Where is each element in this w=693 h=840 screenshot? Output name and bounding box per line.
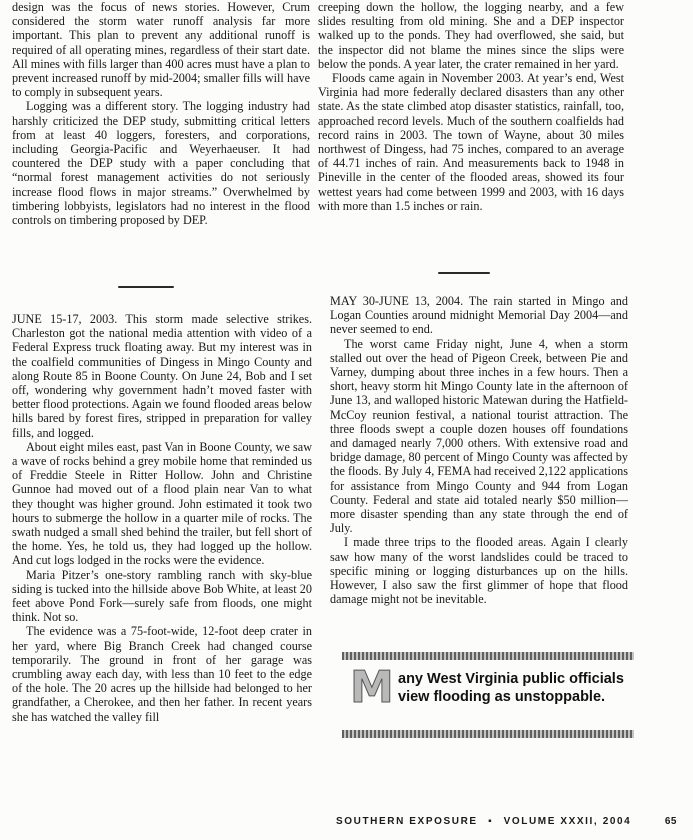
pull-quote <box>342 652 634 742</box>
paragraph: creeping down the hollow, the logging nearby, and a few slides resulting from old mining. She and a DEP inspector walked up to the ponds. They had overflowed, she said, but the inspector did not blame the mines since the slips were below the ponds. A year later, the crater remained in her yard. <box>318 0 624 71</box>
section-divider <box>118 286 174 288</box>
bottom-right-column <box>330 294 628 606</box>
paragraph: The evidence was a 75-foot-wide, 12-foot deep crater in her yard, where Big Branch Creek had changed course temporarily. The ground in front of her garage was crumbling away each day, with less than 10 feet to the edge of the hole. The 20 acres up the hillside had belonged to her grandfather, a Cherokee, and then her father. In recent years she has watched the valley fill <box>12 624 312 724</box>
pull-quote-text: any West Virginia public officials view flooding as unstoppable. <box>398 671 624 705</box>
paragraph: The worst came Friday night, June 4, when a storm stalled out over the head of Pigeon Creek, between Pie and Varney, dumping about three inches in a few hours. Then a short, heavy storm hit Mingo County late in the afternoon of June 13, and walloped historic Matewan during the Hatfield-McCoy reunion festival, a national tourist attraction. The three floods swept a couple dozen houses off foundations and damaged nearly 7,000 others. With extensive road and bridge damage, 80 percent of Mingo County was affected by the floods. By July 4, FEMA had received 2,122 applications for assistance from Mingo County and 944 from Logan County. Federal and state aid totaled nearly $50 million—more disaster spending than any state through the end of July. <box>330 336 628 536</box>
pull-quote-dropcap: M <box>350 662 394 713</box>
volume-info: VOLUME XXXII, 2004 <box>503 816 632 827</box>
top-right-column <box>318 0 624 213</box>
paragraph: Logging was a different story. The logging industry had harshly criticized the DEP study, submitting critical letters from at least 40 loggers, foresters, and corporations, including Georgia-Pacific and Weyerhaeuser. It had countered the DEP study with a paper concluding that “normal forest management activities do not seriously increase flood flows in major streams.” Overwhelmed by timbering lobbyists, legislators had no interest in the flood controls on timbering proposed by DEP. <box>12 99 310 228</box>
bottom-left-column <box>12 312 312 724</box>
page-footer <box>336 816 677 827</box>
section-divider <box>438 272 490 274</box>
page-number: 65 <box>664 816 677 827</box>
publication-name: SOUTHERN EXPOSURE <box>336 816 478 827</box>
paragraph: JUNE 15-17, 2003. This storm made selective strikes. Charleston got the national media attention with video of a Federal Express truck floating away. But my interest was in the coalfield communities of Dingess in Mingo County and along Route 85 in Boone County. On June 24, Bob and I set off, wondering why government hadn’t moved faster with better flood protections. Again we found flooded areas below hills bared by forest fires, stripped in preparation for valley fills, and logged. <box>12 312 312 440</box>
paragraph: Floods came again in November 2003. At year’s end, West Virginia had more federally declared disasters than any other state. As the state climbed atop disaster statistics, rainfall, too, approached record levels. Much of the southern coalfields had record rains in 2003. The town of Wayne, about 30 miles northwest of Dingess, had 75 inches, compared to an average of 44.71 inches of rain. And measurements back to 1948 in Pineville in the center of the flooded areas, showed its four wettest years had come between 1999 and 2003, with 16 days with more than 1.5 inches or rain. <box>318 71 624 213</box>
paragraph: Maria Pitzer’s one-story rambling ranch with sky-blue siding is tucked into the hillside above Bob White, at least 20 feet above Pond Fork—surely safe from floods, one might think. Not so. <box>12 567 312 625</box>
paragraph: design was the focus of news stories. However, Crum considered the storm water runoff analysis far more important. This plan to prevent any additional runoff is required of all operating mines, regardless of their start date. All mines with fills larger than 400 acres must have a plan to prevent increased runoff by mid-2004; smaller fills will have to comply in subsequent years. <box>12 0 310 100</box>
paragraph: MAY 30-JUNE 13, 2004. The rain started in Mingo and Logan Counties around midnight Memorial Day 2004—and never seemed to end. <box>330 294 628 337</box>
paragraph: About eight miles east, past Van in Boone County, we saw a wave of rocks behind a grey mobile home that reminded us of Freddie Steele in Ritter Hollow. John and Christine Gunnoe had moved out of a flood plain near Van to what they thought was higher ground. John estimated it took two hours to submerge the hollow in a quarter mile of rocks. The swath nudged a small shed behind the trailer, but fell short of the home. Yes, he told us, they had logged up the hollow. And cut logs lodged in the rocks were the evidence. <box>12 439 312 568</box>
footer-separator: ▪ <box>488 816 494 827</box>
top-left-column <box>12 0 310 227</box>
pull-quote-bottom-band <box>342 730 634 738</box>
paragraph: I made three trips to the flooded areas. Again I clearly saw how many of the worst landslides could be traced to specific mining or logging disturbances up on the hills. However, I also saw the first glimmer of hope that flood damage might not be inevitable. <box>330 535 628 607</box>
pull-quote-top-band <box>342 652 634 660</box>
